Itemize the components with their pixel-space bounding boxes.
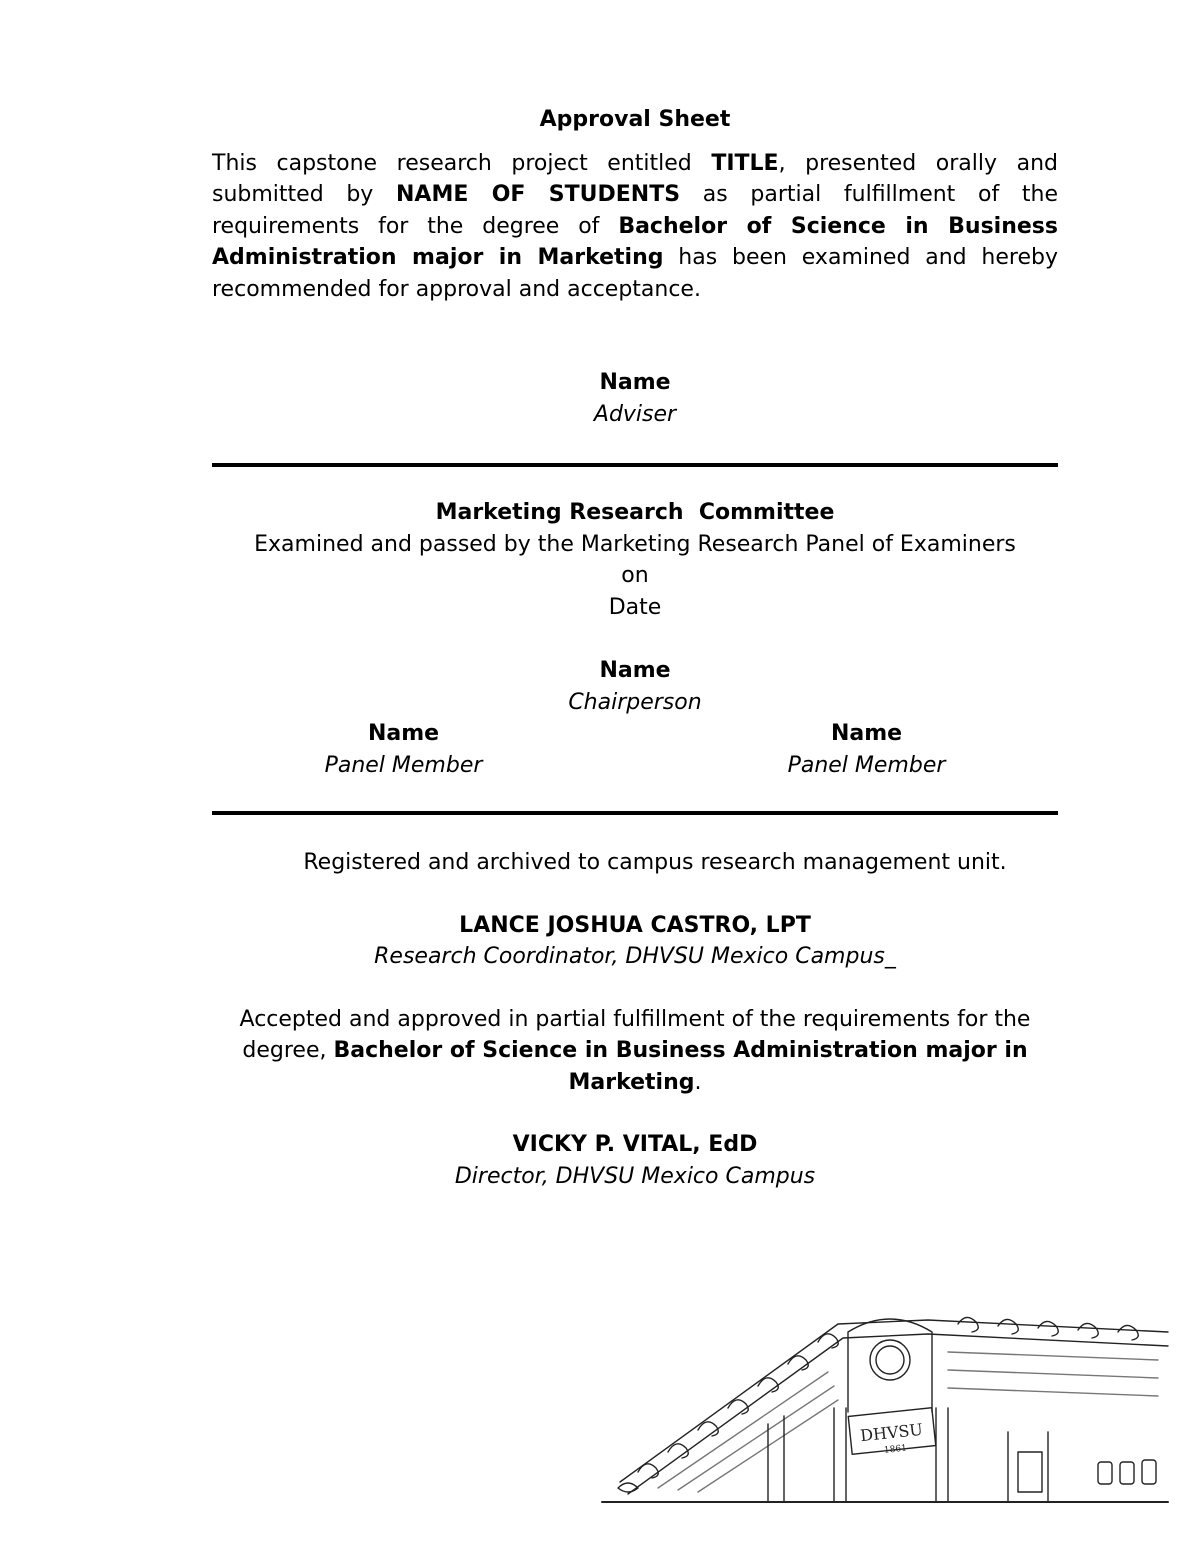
panel-member-role: Panel Member — [787, 752, 946, 778]
adviser-role: Adviser — [593, 401, 677, 427]
accepted-text-1: Accepted and approved in partial fulfillment of the requirements for the degree, — [239, 1006, 1031, 1063]
acceptance-paragraph — [212, 1004, 1058, 1099]
coordinator-signature — [212, 910, 1058, 973]
page-title: Approval Sheet — [539, 107, 731, 132]
document-body — [212, 104, 1058, 1192]
committee-heading: Marketing Research Committee — [435, 500, 835, 525]
panel-members — [212, 718, 1058, 781]
panel-member-1 — [212, 718, 635, 781]
panel-member-role: Panel Member — [324, 752, 483, 778]
campus-gate-illustration — [598, 1312, 1170, 1508]
committee-date: Date — [608, 594, 662, 620]
chairperson-signature — [212, 655, 1058, 718]
adviser-signature — [212, 367, 1058, 430]
registered-note: Registered and archived to campus research management unit. — [303, 850, 1007, 875]
title-placeholder: TITLE — [711, 150, 779, 176]
director-signature — [212, 1129, 1058, 1192]
chairperson-role: Chairperson — [568, 689, 702, 715]
panel-member-2 — [635, 718, 1058, 781]
committee-line-1: Examined and passed by the Marketing Research Panel of Examiners — [254, 531, 1016, 557]
divider — [212, 463, 1058, 467]
director-name: VICKY P. VITAL, EdD — [512, 1132, 758, 1157]
coordinator-role: Research Coordinator, DHVSU Mexico Campus_ — [374, 944, 896, 969]
students-placeholder: NAME OF STUDENTS — [396, 182, 681, 207]
panel-member-name: Name — [367, 721, 440, 746]
panel-member-name: Name — [830, 721, 903, 746]
accepted-text-2: . — [694, 1069, 702, 1095]
gate-sign-text: DHVSU — [859, 1419, 924, 1446]
intro-text-2: , presented orally and submitted by — [212, 150, 1058, 207]
gate-sign-year: 1861 — [883, 1443, 908, 1456]
degree-name: Bachelor of Science in Business Administration major in Marketing — [212, 213, 1058, 270]
chairperson-name: Name — [599, 658, 671, 683]
committee-line-2: on — [621, 563, 649, 588]
intro-paragraph — [212, 148, 1058, 306]
adviser-name: Name — [599, 370, 671, 395]
coordinator-name: LANCE JOSHUA CASTRO, LPT — [459, 912, 811, 938]
director-role: Director, DHVSU Mexico Campus — [454, 1163, 816, 1189]
intro-text-1: This capstone research project entitled — [212, 150, 712, 176]
divider — [212, 811, 1058, 815]
accepted-degree: Bachelor of Science in Business Administration major in Marketing — [333, 1038, 1028, 1095]
intro-text-3: as partial fulfillment of the requirements for the degree of — [212, 182, 1058, 239]
committee-section — [212, 497, 1058, 623]
intro-text-4: has been examined and hereby recommended for approval and acceptance. — [212, 245, 1058, 302]
